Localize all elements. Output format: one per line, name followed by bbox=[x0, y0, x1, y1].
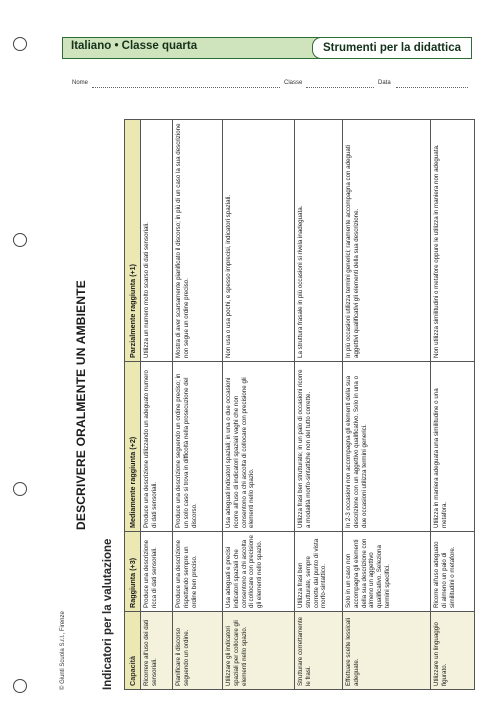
table-row bbox=[295, 119, 343, 689]
binder-hole bbox=[13, 482, 27, 496]
binder-hole bbox=[13, 679, 27, 693]
capacity-cell: Ricorrere all'uso dei dati sensoriali. bbox=[141, 612, 173, 690]
raggiunta-cell: Solo in un caso non accompagna gli elementi della sua descrizione con almeno un aggettivo qualificativo. Seleziona termini specifici. bbox=[343, 532, 431, 612]
table-row bbox=[343, 119, 431, 689]
mediamente-cell: Produce una descrizione seguendo un ordine preciso; in un solo caso si trova in difficoltà nella prosecuzione del discorso. bbox=[173, 361, 223, 531]
header-parzialmente: Parzialmente raggiunta (+1) bbox=[125, 119, 141, 361]
mediamente-cell: Utilizza frasi ben strutturate; in un paio di occasioni ricorre a modalità morfo-sintattiche non del tutto corrette. bbox=[295, 361, 343, 531]
header-band bbox=[62, 37, 472, 59]
rotated-content bbox=[66, 120, 456, 690]
table-header-row bbox=[125, 119, 141, 689]
data-field[interactable] bbox=[396, 87, 468, 88]
nome-field[interactable] bbox=[92, 87, 280, 88]
classe-field[interactable] bbox=[306, 87, 374, 88]
student-info-row bbox=[72, 78, 468, 92]
raggiunta-cell: Utilizza frasi ben strutturate, sempre corrette dal punto di vista morfo-sintattico. bbox=[295, 532, 343, 612]
capacity-cell: Utilizzare un linguaggio figurato. bbox=[431, 612, 475, 690]
raggiunta-cell: Produce una descrizione rispettando sempre un ordine ben preciso. bbox=[173, 532, 223, 612]
binder-hole bbox=[13, 37, 27, 51]
parzialmente-cell: La struttura frasale in più occasioni si rivela inadeguata. bbox=[295, 119, 343, 361]
subject-label: Italiano • Classe quarta bbox=[71, 40, 198, 52]
mediamente-cell: Usa adeguati indicatori spaziali; in una o due occasioni ricorre all'uso di indicatori spaziali vaghi che non consentono a chi ascolta di collocare con precisione gli elementi nello spazio. bbox=[223, 361, 295, 531]
evaluation-table bbox=[124, 119, 475, 690]
data-label: Data bbox=[378, 80, 391, 86]
parzialmente-cell: Non usa o usa pochi, e spesso imprecisi, indicatori spaziali. bbox=[223, 119, 295, 361]
table-row bbox=[173, 119, 223, 689]
header-mediamente: Mediamente raggiunta (+2) bbox=[125, 361, 141, 531]
parzialmente-cell: Utilizza un numero molto scarso di dati sensoriali. bbox=[141, 119, 173, 361]
capacity-cell: Strutturare correttamente le frasi. bbox=[295, 612, 343, 690]
nome-label: Nome bbox=[72, 80, 89, 86]
classe-label: Classe bbox=[284, 80, 303, 86]
parzialmente-cell: Mostra di aver scarsamente pianificato il discorso; in più di un caso la sua descrizione non segue un ordine preciso. bbox=[173, 119, 223, 361]
section-tab: Strumenti per la didattica bbox=[312, 37, 472, 59]
raggiunta-cell: Produce una descrizione ricca di dati sensoriali. bbox=[141, 532, 173, 612]
mediamente-cell: In 2-3 occasioni non accompagna gli elementi della sua descrizione con un aggettivo qualificativo. Solo in una o due occasioni utilizza termini generici. bbox=[343, 361, 431, 531]
raggiunta-cell: Usa adeguati e precisi indicatori spaziali che consentono a chi ascolta di collocare con precisione gli elementi nello spazio. bbox=[223, 532, 295, 612]
page-subtitle: Indicatori per la valutazione bbox=[102, 538, 114, 690]
mediamente-cell: Utilizza in maniera adeguata una similitudine o una metafora. bbox=[431, 361, 475, 531]
capacity-cell: Utilizzare gli indicatori spaziali per collocare gli elementi nello spazio. bbox=[223, 612, 295, 690]
copyright-credit: © Giunti Scuola S.r.l., Firenze bbox=[60, 611, 66, 690]
table-row bbox=[223, 119, 295, 689]
mediamente-cell: Produce una descrizione utilizzando un adeguato numero di dati sensoriali. bbox=[141, 361, 173, 531]
raggiunta-cell: Ricorre all'uso adeguato di almeno un paio di similitudini o metafore. bbox=[431, 532, 475, 612]
header-raggiunta: Raggiunta (+3) bbox=[125, 532, 141, 612]
page-title: DESCRIVERE ORALMENTE UN AMBIENTE bbox=[74, 280, 88, 530]
header-capacita: Capacità bbox=[125, 612, 141, 690]
parzialmente-cell: Non utilizza similitudini o metafore oppure le utilizza in maniera non adeguata. bbox=[431, 119, 475, 361]
table-row bbox=[431, 119, 475, 689]
parzialmente-cell: In più occasioni utilizza termini generici; raramente accompagna con adeguati aggettivi qualificativi gli elementi della sua descrizione. bbox=[343, 119, 431, 361]
table-row bbox=[141, 119, 173, 689]
capacity-cell: Effettuare scelte lessicali adeguate. bbox=[343, 612, 431, 690]
binder-hole bbox=[13, 233, 27, 247]
capacity-cell: Pianificare il discorso seguendo un ordine. bbox=[173, 612, 223, 690]
